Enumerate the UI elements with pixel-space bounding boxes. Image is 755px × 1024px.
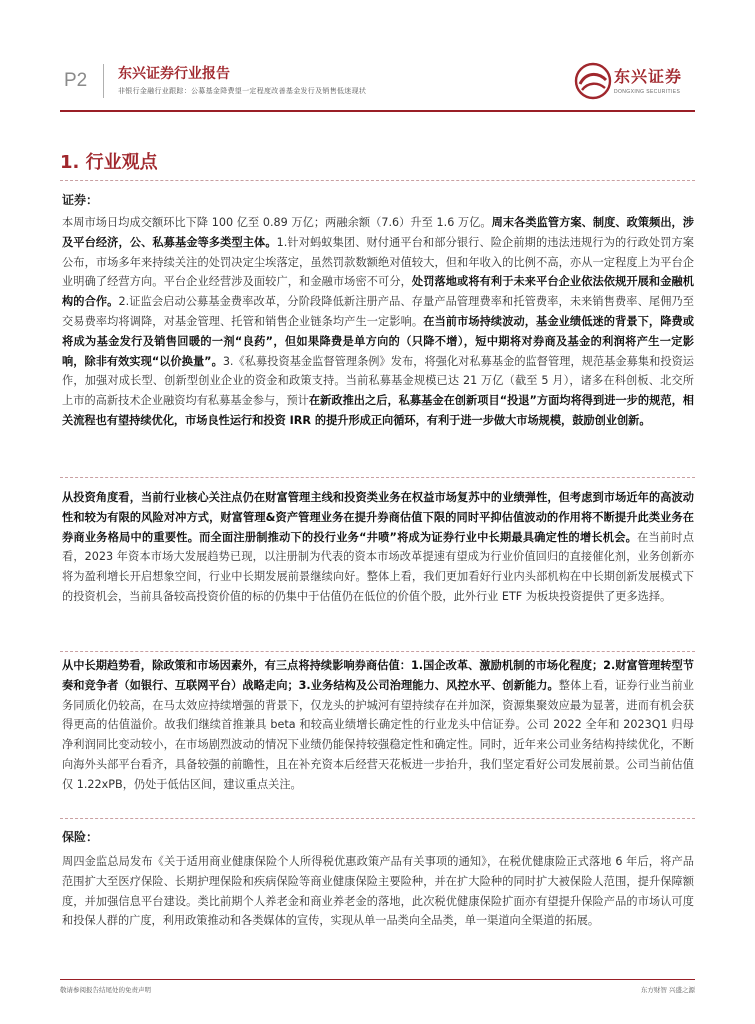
text-run: 本周市场日均成交额环比下降 100 亿至 0.89 万亿；两融余额（7.6）升至 1.6 万亿。 <box>62 216 492 229</box>
bold-text-run: 在当前市场持续波动，基金业绩低迷的背景下，降费或将成为基金发行及销售回暖的一剂“良药”，但如果降费是单方向的（只降不增），短中期将对券商及基金的利润将产生一定影响，除非有效实现“以价换量”。 <box>62 314 694 368</box>
text-run: 在当前时点看，2023 年资本市场大发展趋势已现，以注册制为代表的资本市场改革提速有望成为行业价值回归的直接催化剂，业务创新亦将为盈利增长开启想象空间，行业中长期发展前景继续向好。整体上看，我们更加看好行业内头部机构在中长期创新发展模式下的投资机会，当前具备较高投资价值的标的仍集中于估值仍在低位的价值个股，此外行业 ETF 为板块投资提供了更多选择。 <box>62 530 694 603</box>
bold-text-run: 在新政推出之后，私募基金在创新项目“投退”方面均将得到进一步的规范，相关流程也有望持续优化，市场良性运行和投资 IRR 的提升形成正向循环，有利于进一步做大市场规模，鼓励创业创新。 <box>62 394 694 427</box>
text-run: 3.《私募投资基金监督管理条例》发布，将强化对私募基金的监督管理，规范基金募集和投资运作，加强对成长型、创新型创业企业的资金和政策支持。当前私募基金规模已达 21 万亿（截至 5 月），诸多在科创板、北交所上市的高新技术企业融资均有私募基金参与，预计 <box>62 354 694 408</box>
footer-slogan: 东方财智 兴盛之源 <box>640 986 695 994</box>
section-divider <box>60 180 695 181</box>
text-run: 周四金监总局发布《关于适用商业健康保险个人所得税优惠政策产品有关事项的通知》，在税优健康险正式落地 6 年后，将产品范围扩大至医疗保险、长期护理保险和疾病保险等商业健康保险主要险种，并在扩大险种的同时扩大被保险人范围，提升保障额度，并加强信息平台建设。类比前期个人养老金和商业养老金的落地，此次税优健康保险扩面亦有望提升保险产品的市场认可度和投保人群的广度，利用政策推动和各类媒体的宣传，实现从单一品类向全品类，单一渠道向全渠道的拓展。 <box>62 855 694 928</box>
text-run: 1.针对蚂蚁集团、财付通平台和部分银行、险企前期的违法违规行为的行政处罚方案公布，市场多年来持续关注的处罚决定尘埃落定，虽然罚款数额绝对值较大，但和年收入的比例不高，亦从一定程度上为平台企业明确了经营方向。平台企业经营涉及面较广，和金融市场密不可分， <box>62 235 694 289</box>
footer-rule <box>60 979 695 980</box>
bold-text-run: 从中长期趋势看，除政策和市场因素外，有三点将持续影响券商估值：1.国企改革、激励机制的市场化程度；2.财富管理转型节奏和竞争者（如银行、互联网平台）战略走向；3.业务结构及公司治理能力、风控水平、创新能力。 <box>62 659 694 692</box>
securities-paragraph-2 <box>62 488 694 607</box>
insurance-label: 保险： <box>62 830 99 844</box>
logo-mark-icon <box>574 62 612 100</box>
securities-label: 证券： <box>62 193 99 207</box>
insurance-paragraph-1 <box>62 852 694 931</box>
page-number: P2 <box>64 70 88 91</box>
paragraph-divider <box>60 818 695 819</box>
securities-paragraph-1 <box>62 213 694 431</box>
logo-en: DONGXING SECURITIES <box>614 89 681 95</box>
report-title: 东兴证券行业报告 <box>118 66 230 82</box>
company-logo <box>574 62 694 102</box>
bold-text-run: 处罚落地或将有利于未来平台企业依法依规开展和金融机构的合作。 <box>62 275 694 309</box>
bold-text-run: 从投资角度看，当前行业核心关注点仍在财富管理主线和投资类业务在权益市场复苏中的业绩弹性，但考虑到市场近年的高波动性和较为有限的风险对冲方式，财富管理&资产管理业务在提升券商估值下限的同时平抑估值波动的作用将不断提升此类业务在券商业务格局中的重要性。而全面注册制推动下的投行业务“井喷”将成为证券行业中长期最具确定性的增长机会。 <box>62 491 694 544</box>
securities-paragraph-3 <box>62 656 694 795</box>
bold-text-run: 周末各类监管方案、制度、政策频出，涉及平台经济，公、私募基金等多类型主体。 <box>62 216 694 249</box>
text-run: 2.证监会启动公募基金费率改革，分阶段降低新注册产品、存量产品管理费率和托管费率，未来销售费率、尾佣乃至交易费率均将调降，对基金管理、托管和销售企业链条均产生一定影响。 <box>62 295 694 328</box>
text-run: 整体上看，证券行业当前业务同质化仍较高，在马太效应持续增强的背景下，仅龙头的护城河有望持续存在并加深，资源集聚效应最为显著，进而有机会获得更高的估值溢价。故我们继续首推兼具 beta 和较高业绩增长确定性的行业龙头中信证券。公司 2022 全年和 2023Q1 归母净利润同比变动较小，在市场剧烈波动的情况下业绩仍能保持较强稳定性和确定性。同时，近年来公司业务结构持续优化，不断向海外头部平台看齐，具备较强的前瞻性，且在补充资本后经营天花板进一步抬升，我们坚定看好公司发展前景。公司当前估值仅 1.22xPB，仍处于低估区间，建议重点关注。 <box>62 678 694 791</box>
report-subtitle: 非银行金融行业跟踪：公募基金降费望一定程度改善基金发行及销售低迷现状 <box>118 87 367 95</box>
page-header <box>0 0 755 110</box>
footer-disclaimer: 敬请参阅报告结尾处的免责声明 <box>60 986 151 994</box>
logo-cn: 东兴证券 <box>614 67 683 86</box>
paragraph-divider <box>60 651 695 652</box>
paragraph-divider <box>60 477 695 478</box>
section-title: 1. 行业观点 <box>60 152 158 173</box>
header-divider <box>103 64 104 98</box>
header-rule <box>60 110 695 112</box>
